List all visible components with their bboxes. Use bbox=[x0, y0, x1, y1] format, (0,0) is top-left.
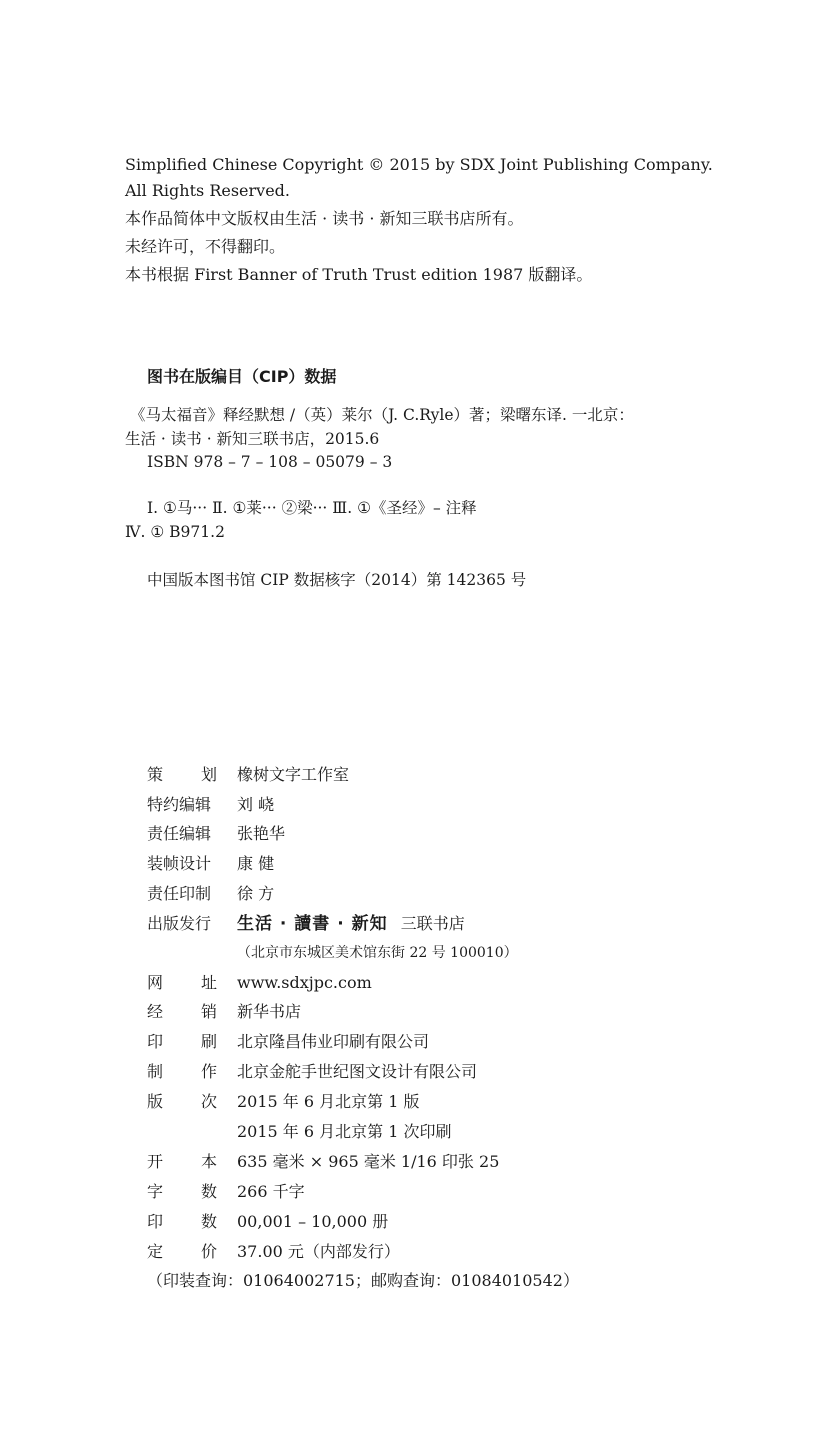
cip-entry-line-2: 生活 · 读书 · 新知三联书店，2015.6 bbox=[125, 430, 380, 448]
credit-value: 刘 峣 bbox=[237, 795, 275, 814]
cip-subject-line-2: Ⅳ. ① B971.2 bbox=[125, 523, 225, 541]
credit-value: 橡树文字工作室 bbox=[237, 765, 350, 784]
credit-value: 三联书店 bbox=[400, 914, 465, 933]
cip-title: 图书在版编目（CIP）数据 bbox=[147, 367, 337, 386]
credit-label: 责任印制 bbox=[147, 884, 212, 903]
credit-value: 张艳华 bbox=[237, 824, 286, 843]
cip-entry-line-1: 《马太福音》释经默想 /（英）莱尔（J. C.Ryle）著；梁曙东译. 一北京： bbox=[130, 406, 634, 424]
credit-value: 新华书店 bbox=[237, 1002, 302, 1021]
cip-record-number: 中国版本图书馆 CIP 数据核字（2014）第 142365 号 bbox=[147, 571, 527, 589]
no-reprint-notice: 未经许可，不得翻印。 bbox=[125, 237, 286, 256]
credit-label: 版 次 bbox=[147, 1092, 217, 1111]
publisher-address: （北京市东城区美术馆东街 22 号 100010） bbox=[237, 945, 518, 961]
credit-value: 00,001 – 10,000 册 bbox=[237, 1212, 389, 1231]
translation-source-line: 本书根据 First Banner of Truth Trust edition 1987 版翻译。 bbox=[125, 265, 593, 284]
credit-label: 装帧设计 bbox=[147, 854, 212, 873]
credit-value: 北京隆昌伟业印刷有限公司 bbox=[237, 1032, 430, 1051]
credit-value: 康 健 bbox=[237, 854, 275, 873]
publisher-logo: 生活 · 讀書 · 新知 bbox=[237, 914, 388, 934]
contact-info: （印装查询：01064002715；邮购查询：01084010542） bbox=[147, 1271, 579, 1290]
website-value: www.sdxjpc.com bbox=[237, 973, 372, 992]
credit-label: 网 址 bbox=[147, 973, 217, 992]
credit-label: 策 划 bbox=[147, 765, 217, 784]
credit-value: 635 毫米 × 965 毫米 1/16 印张 25 bbox=[237, 1152, 500, 1171]
credit-label: 印 数 bbox=[147, 1212, 217, 1231]
credit-label: 特约编辑 bbox=[147, 795, 212, 814]
credit-value: 2015 年 6 月北京第 1 版 bbox=[237, 1092, 420, 1111]
credit-value: 266 千字 bbox=[237, 1182, 305, 1201]
cip-isbn: ISBN 978 – 7 – 108 – 05079 – 3 bbox=[147, 453, 393, 471]
credit-value: 徐 方 bbox=[237, 884, 275, 903]
credit-label: 字 数 bbox=[147, 1182, 217, 1201]
credit-label: 经 销 bbox=[147, 1002, 217, 1021]
copyright-line-chinese: 本作品简体中文版权由生活 · 读书 · 新知三联书店所有。 bbox=[125, 209, 524, 228]
credit-value: 北京金舵手世纪图文设计有限公司 bbox=[237, 1062, 478, 1081]
credit-label: 开 本 bbox=[147, 1152, 217, 1171]
credit-label: 印 刷 bbox=[147, 1032, 217, 1051]
rights-reserved-line: All Rights Reserved. bbox=[125, 181, 290, 200]
credit-value: 2015 年 6 月北京第 1 次印刷 bbox=[237, 1122, 452, 1141]
credit-value: 37.00 元（内部发行） bbox=[237, 1242, 400, 1261]
credit-label: 责任编辑 bbox=[147, 824, 212, 843]
credit-label: 出版发行 bbox=[147, 914, 212, 933]
cip-subject-line-1: Ⅰ. ①马··· Ⅱ. ①莱··· ②梁··· Ⅲ. ①《圣经》– 注释 bbox=[147, 499, 477, 517]
credit-label: 定 价 bbox=[147, 1242, 217, 1261]
credit-label: 制 作 bbox=[147, 1062, 217, 1081]
copyright-line-english: Simplified Chinese Copyright © 2015 by SDX Joint Publishing Company. bbox=[125, 155, 713, 174]
